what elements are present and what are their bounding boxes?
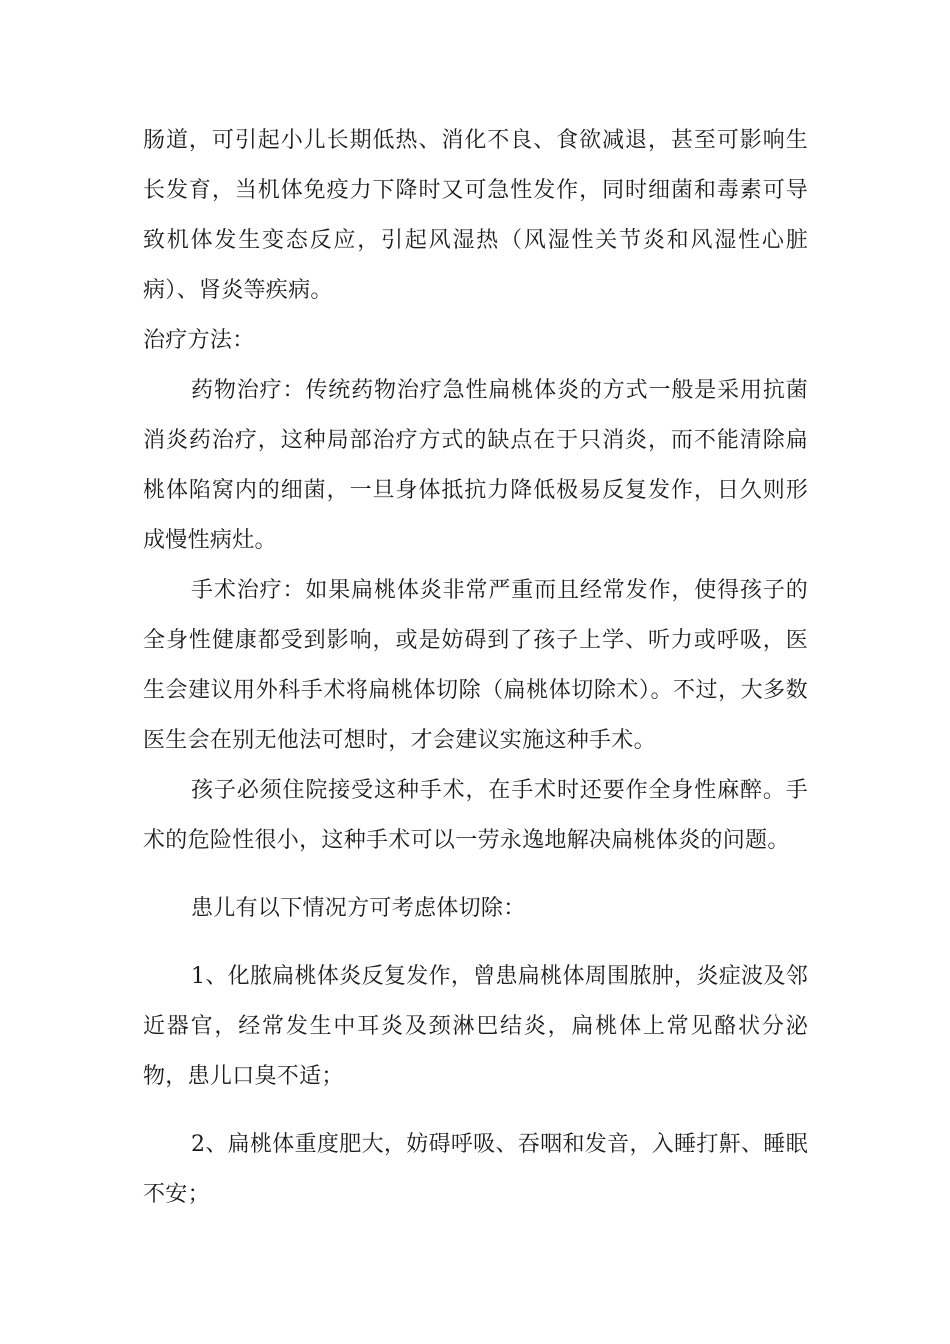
paragraph-hospitalization: 孩子必须住院接受这种手术，在手术时还要作全身性麻醉。手术的危险性很小，这种手术可以一劳永逸地解决扁桃体炎的问题。 — [143, 778, 808, 853]
paragraph-indications-intro: 患儿有以下情况方可考虑体切除： — [191, 896, 526, 921]
list-item-indication-2: 2、扁桃体重度肥大，妨碍呼吸、吞咽和发音，入睡打鼾、睡眠不安； — [143, 1132, 808, 1207]
paragraph-drug-treatment: 药物治疗：传统药物治疗急性扁桃体炎的方式一般是采用抗菌消炎药治疗，这种局部治疗方式的缺点在于只消炎，而不能清除扁桃体陷窝内的细菌，一旦身体抵抗力降低极易反复发作，日久则形成慢性病灶。 — [143, 378, 808, 553]
paragraph-surgical-treatment: 手术治疗：如果扁桃体炎非常严重而且经常发作，使得孩子的全身性健康都受到影响，或是妨碍到了孩子上学、听力或呼吸，医生会建议用外科手术将扁桃体切除（扁桃体切除术）。不过，大多数医生会在别无他法可想时，才会建议实施这种手术。 — [143, 578, 808, 753]
document-body — [143, 116, 808, 1220]
paragraph-complications: 肠道，可引起小儿长期低热、消化不良、食欲减退，甚至可影响生长发育，当机体免疫力下降时又可急性发作，同时细菌和毒素可导致机体发生变态反应，引起风湿热（风湿性关节炎和风湿性心脏病）、肾炎等疾病。 — [143, 128, 808, 303]
section-heading-treatment: 治疗方法： — [143, 328, 255, 353]
list-item-indication-1: 1、化脓扁桃体炎反复发作，曾患扁桃体周围脓肿，炎症波及邻近器官，经常发生中耳炎及颈淋巴结炎，扁桃体上常见酪状分泌物，患儿口臭不适； — [143, 964, 808, 1089]
